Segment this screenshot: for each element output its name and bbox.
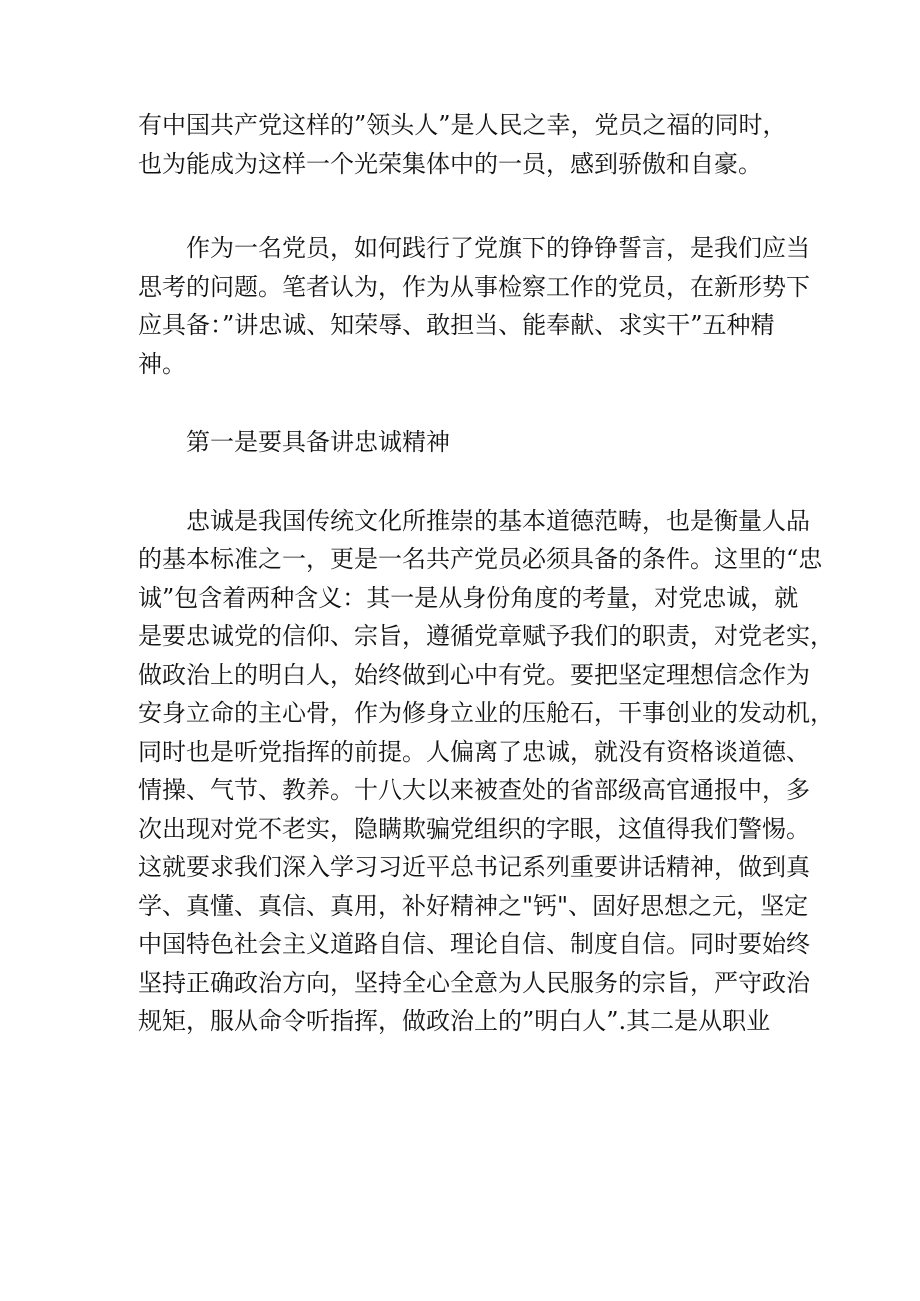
text-line: 规矩，服从命令听指挥，做政治上的”明白人”.其二是从职业: [138, 1007, 771, 1035]
section-heading: [138, 423, 798, 462]
text-line: 坚持正确政治方向，坚持全心全意为人民服务的宗旨，严守政治: [138, 968, 810, 997]
text-line: 做政治上的明白人，始终做到心中有党。要把坚定理想信念作为: [138, 660, 810, 689]
document-body: [138, 106, 834, 1041]
text-line: 神。: [138, 349, 186, 378]
text-line: 的基本标准之一，更是一名共产党员必须具备的条件。这里的“忠: [138, 545, 823, 573]
text-line: 安身立命的主心骨，作为修身立业的压舱石，干事创业的发动机，: [138, 699, 834, 727]
paragraph-1: [138, 106, 798, 183]
text-line: 次出现对党不老实，隐瞒欺骗党组织的字眼，这值得我们警惕。: [138, 814, 810, 843]
heading-line: 第一是要具备讲忠诚精神: [186, 428, 450, 456]
text-line: 中国特色社会主义道路自信、理论自信、制度自信。同时要始终: [138, 930, 810, 958]
text-line: 也为能成为这样一个光荣集体中的一员，感到骄傲和自豪。: [138, 149, 762, 178]
paragraph-2: [138, 229, 810, 383]
text-line: 这就要求我们深入学习习近平总书记系列重要讲话精神，做到真: [138, 853, 810, 881]
text-line: 学、真懂、真信、真用，补好精神之"钙"、固好思想之元，坚定: [138, 891, 809, 920]
text-line: 同时也是听党指挥的前提。人偏离了忠诚，就没有资格谈道德、: [138, 737, 810, 766]
text-line: 诚”包含着两种含义：其一是从身份角度的考量，对党忠诚，就: [138, 583, 799, 612]
text-line: 情操、气节、教养。十八大以来被查处的省部级高官通报中，多: [138, 776, 810, 804]
text-line: 是要忠诚党的信仰、宗旨，遵循党章赋予我们的职责，对党老实，: [138, 622, 834, 650]
text-line: 应具备：”讲忠诚、知荣辱、敢担当、能奉献、求实干”五种精: [138, 311, 775, 339]
paragraph-4: [138, 502, 834, 1041]
text-line: 忠诚是我国传统文化所推崇的基本道德范畴，也是衡量人品: [186, 506, 810, 535]
text-line: 有中国共产党这样的”领头人”是人民之幸，党员之福的同时，: [138, 111, 787, 139]
text-line: 作为一名党员，如何践行了党旗下的铮铮誓言，是我们应当: [186, 234, 810, 262]
text-line: 思考的问题。笔者认为，作为从事检察工作的党员，在新形势下: [138, 272, 810, 301]
